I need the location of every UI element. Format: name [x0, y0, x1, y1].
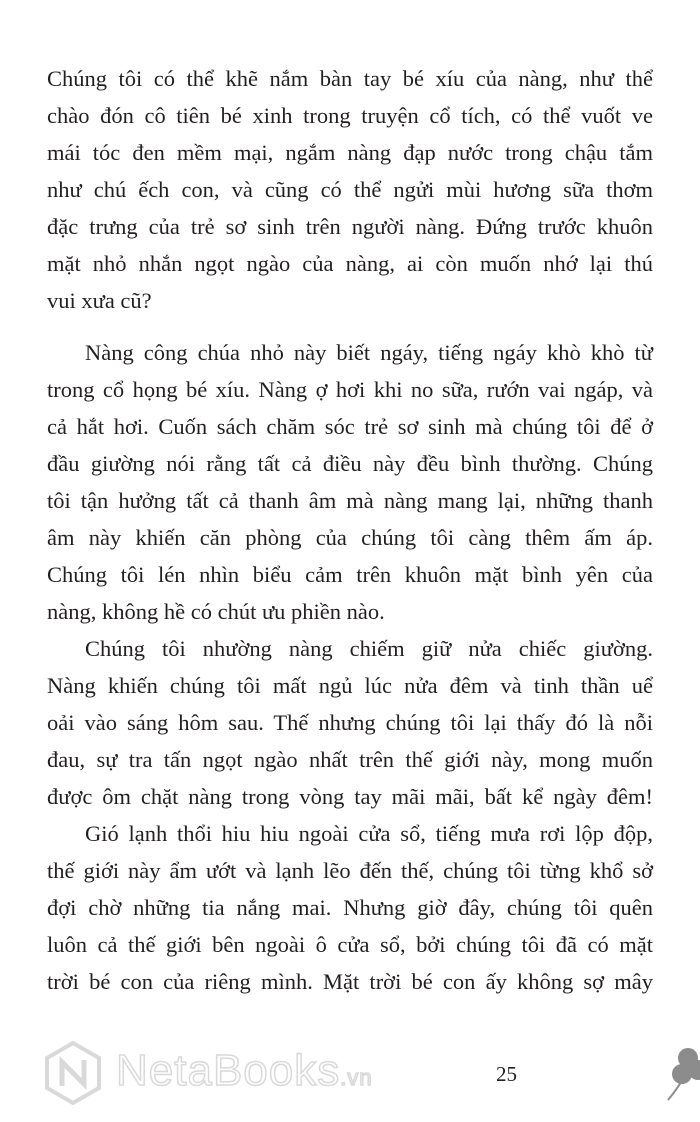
paragraph-1	[47, 60, 653, 319]
text-line: Chúng tôi nhường nàng chiếm giữ nửa chiếc giường.	[85, 636, 653, 661]
text-line: đặc trưng của trẻ sơ sinh trên người nàng. Đứng trước khuôn	[47, 214, 653, 239]
text-line: Nàng công chúa nhỏ này biết ngáy, tiếng ngáy khò khò từ	[85, 340, 653, 365]
text-line: mặt nhỏ nhắn ngọt ngào của nàng, ai còn muốn nhớ lại thú	[47, 251, 653, 276]
text-line: trời bé con của riêng mình. Mặt trời bé con ấy không sợ mây	[47, 969, 653, 994]
text-line: cả hắt hơi. Cuốn sách chăm sóc trẻ sơ sinh mà chúng tôi để ở	[47, 414, 653, 439]
text-line: trong cổ họng bé xíu. Nàng ợ hơi khi no sữa, rướn vai ngáp, và	[47, 377, 653, 402]
netabooks-logo-icon	[40, 1040, 106, 1106]
text-line: đợi chờ những tia nắng mai. Nhưng giờ đây, chúng tôi quên	[47, 895, 653, 920]
text-line: oải vào sáng hôm sau. Thế nhưng chúng tôi lại thấy đó là nỗi	[47, 710, 653, 735]
page-number: 25	[496, 1062, 517, 1086]
text-line: Chúng tôi lén nhìn biểu cảm trên khuôn mặt bình yên của	[47, 562, 653, 587]
text-line: tôi tận hưởng tất cả thanh âm mà nàng mang lại, những thanh	[47, 488, 653, 513]
text-line: như chú ếch con, và cũng có thể ngửi mùi hương sữa thơm	[47, 177, 653, 202]
text-line: Chúng tôi có thể khẽ nắm bàn tay bé xíu của nàng, như thể	[47, 66, 653, 91]
watermark-text: NetaBooks.vn	[116, 1046, 373, 1095]
text-line: âm này khiến căn phòng của chúng tôi càng thêm ấm áp.	[47, 525, 653, 550]
paragraph-3	[47, 630, 653, 815]
text-line: Nàng khiến chúng tôi mất ngủ lúc nửa đêm và tinh thần uể	[47, 673, 653, 698]
text-line: đầu giường nói rằng tất cả điều này đều bình thường. Chúng	[47, 451, 653, 476]
book-page-text	[47, 60, 653, 1000]
text-line: đau, sự tra tấn ngọt ngào nhất trên thế giới này, mong muốn	[47, 747, 653, 772]
paragraph-4	[47, 815, 653, 1000]
netabooks-watermark	[40, 1040, 460, 1106]
text-line: Gió lạnh thổi hiu hiu ngoài cửa sổ, tiếng mưa rơi lộp độp,	[85, 821, 653, 846]
text-line: vui xưa cũ?	[47, 288, 152, 313]
paragraph-2	[47, 334, 653, 630]
text-line: mái tóc đen mềm mại, ngắm nàng đạp nước trong chậu tắm	[47, 140, 653, 165]
text-line: chào đón cô tiên bé xinh trong truyện cổ tích, có thể vuốt ve	[47, 103, 653, 128]
text-line: thế giới này ẩm ướt và lạnh lẽo đến thế, chúng tôi từng khổ sở	[47, 858, 653, 883]
clover-icon	[664, 1044, 700, 1104]
text-line: nàng, không hề có chút ưu phiền nào.	[47, 599, 385, 624]
text-line: được ôm chặt nàng trong vòng tay mãi mãi, bất kể ngày đêm!	[47, 784, 653, 809]
text-line: luôn cả thế giới bên ngoài ô cửa sổ, bởi chúng tôi đã có mặt	[47, 932, 653, 957]
